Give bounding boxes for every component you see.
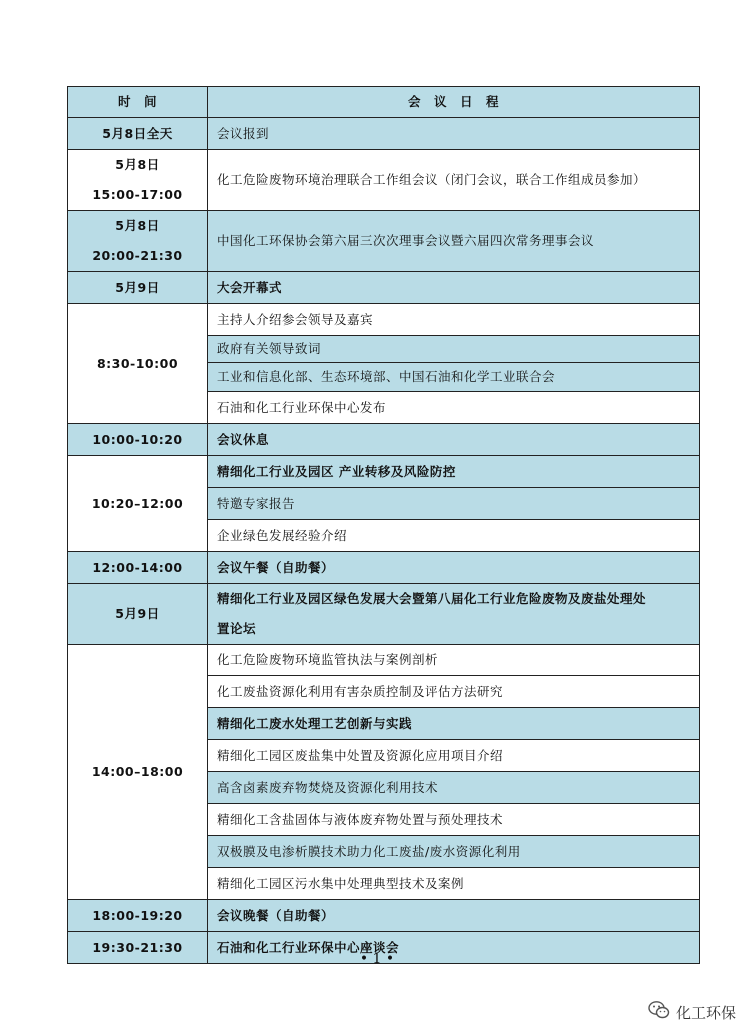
table-row bbox=[68, 150, 700, 211]
row-agenda-item: 精细化工行业及园区 产业转移及风险防控 bbox=[208, 456, 700, 488]
row-agenda: 会议休息 bbox=[208, 424, 700, 456]
row-agenda-line: 精细化工行业及园区绿色发展大会暨第八届化工行业危险废物及废盐处理处 bbox=[217, 591, 647, 606]
watermark bbox=[648, 1000, 736, 1024]
row-agenda: 会议晚餐（自助餐） bbox=[208, 900, 700, 932]
table-row bbox=[68, 272, 700, 304]
row-time: 10:00-10:20 bbox=[68, 424, 208, 456]
row-agenda-item: 精细化工园区废盐集中处置及资源化应用项目介绍 bbox=[208, 740, 700, 772]
row-agenda: 会议午餐（自助餐） bbox=[208, 552, 700, 584]
row-agenda-item: 精细化工园区污水集中处理典型技术及案例 bbox=[208, 868, 700, 900]
row-time: 5月8日全天 bbox=[68, 118, 208, 150]
row-date: 5月8日 bbox=[115, 218, 160, 233]
row-agenda-item: 精细化工含盐固体与液体废弃物处置与预处理技术 bbox=[208, 804, 700, 836]
row-agenda: 中国化工环保协会第六届三次次理事会议暨六届四次常务理事会议 bbox=[208, 211, 700, 272]
header-row bbox=[68, 87, 700, 118]
header-time: 时 间 bbox=[68, 87, 208, 118]
watermark-text: 化工环保 bbox=[675, 1003, 736, 1022]
row-agenda-item: 精细化工废水处理工艺创新与实践 bbox=[208, 708, 700, 740]
row-agenda-line: 置论坛 bbox=[217, 621, 257, 636]
row-agenda-item: 企业绿色发展经验介绍 bbox=[208, 520, 700, 552]
row-agenda-item: 石油和化工行业环保中心发布 bbox=[208, 392, 700, 424]
row-time: 5月9日 bbox=[68, 272, 208, 304]
header-agenda: 会 议 日 程 bbox=[208, 87, 700, 118]
row-agenda-item: 政府有关领导致词 bbox=[208, 336, 700, 363]
row-agenda: 大会开幕式 bbox=[208, 272, 700, 304]
row-agenda-item: 主持人介绍参会领导及嘉宾 bbox=[208, 304, 700, 336]
row-time: 5月9日 bbox=[68, 584, 208, 645]
row-agenda-item: 双极膜及电渗析膜技术助力化工废盐/废水资源化利用 bbox=[208, 836, 700, 868]
table-row bbox=[68, 118, 700, 150]
row-time: 12:00-14:00 bbox=[68, 552, 208, 584]
row-time bbox=[68, 150, 208, 211]
row-time: 8:30-10:00 bbox=[68, 304, 208, 424]
table-row bbox=[68, 304, 700, 336]
row-time bbox=[68, 211, 208, 272]
row-agenda-item: 化工危险废物环境监管执法与案例剖析 bbox=[208, 645, 700, 676]
table-row bbox=[68, 900, 700, 932]
row-agenda-item: 特邀专家报告 bbox=[208, 488, 700, 520]
row-agenda: 会议报到 bbox=[208, 118, 700, 150]
row-date: 5月8日 bbox=[115, 157, 160, 172]
row-agenda-item: 化工废盐资源化利用有害杂质控制及评估方法研究 bbox=[208, 676, 700, 708]
table-row bbox=[68, 456, 700, 488]
row-hours: 20:00-21:30 bbox=[92, 248, 183, 263]
row-hours: 15:00-17:00 bbox=[92, 187, 183, 202]
table-row bbox=[68, 552, 700, 584]
row-agenda: 化工危险废物环境治理联合工作组会议（闭门会议，联合工作组成员参加） bbox=[208, 150, 700, 211]
table-row bbox=[68, 645, 700, 676]
table-row bbox=[68, 424, 700, 456]
row-time: 19:30-21:30 bbox=[68, 932, 208, 964]
table-row bbox=[68, 211, 700, 272]
row-agenda-item: 工业和信息化部、生态环境部、中国石油和化学工业联合会 bbox=[208, 363, 700, 392]
page-number: • 1 • bbox=[359, 951, 395, 967]
schedule-table bbox=[67, 86, 700, 964]
row-time: 10:20–12:00 bbox=[68, 456, 208, 552]
row-agenda bbox=[208, 584, 700, 645]
wechat-icon bbox=[648, 1000, 676, 1024]
row-agenda-item: 高含卤素废弃物焚烧及资源化利用技术 bbox=[208, 772, 700, 804]
table-row bbox=[68, 584, 700, 645]
row-time: 14:00–18:00 bbox=[68, 645, 208, 900]
row-agenda: 石油和化工行业环保中心座谈会 bbox=[208, 932, 700, 964]
row-time: 18:00-19:20 bbox=[68, 900, 208, 932]
